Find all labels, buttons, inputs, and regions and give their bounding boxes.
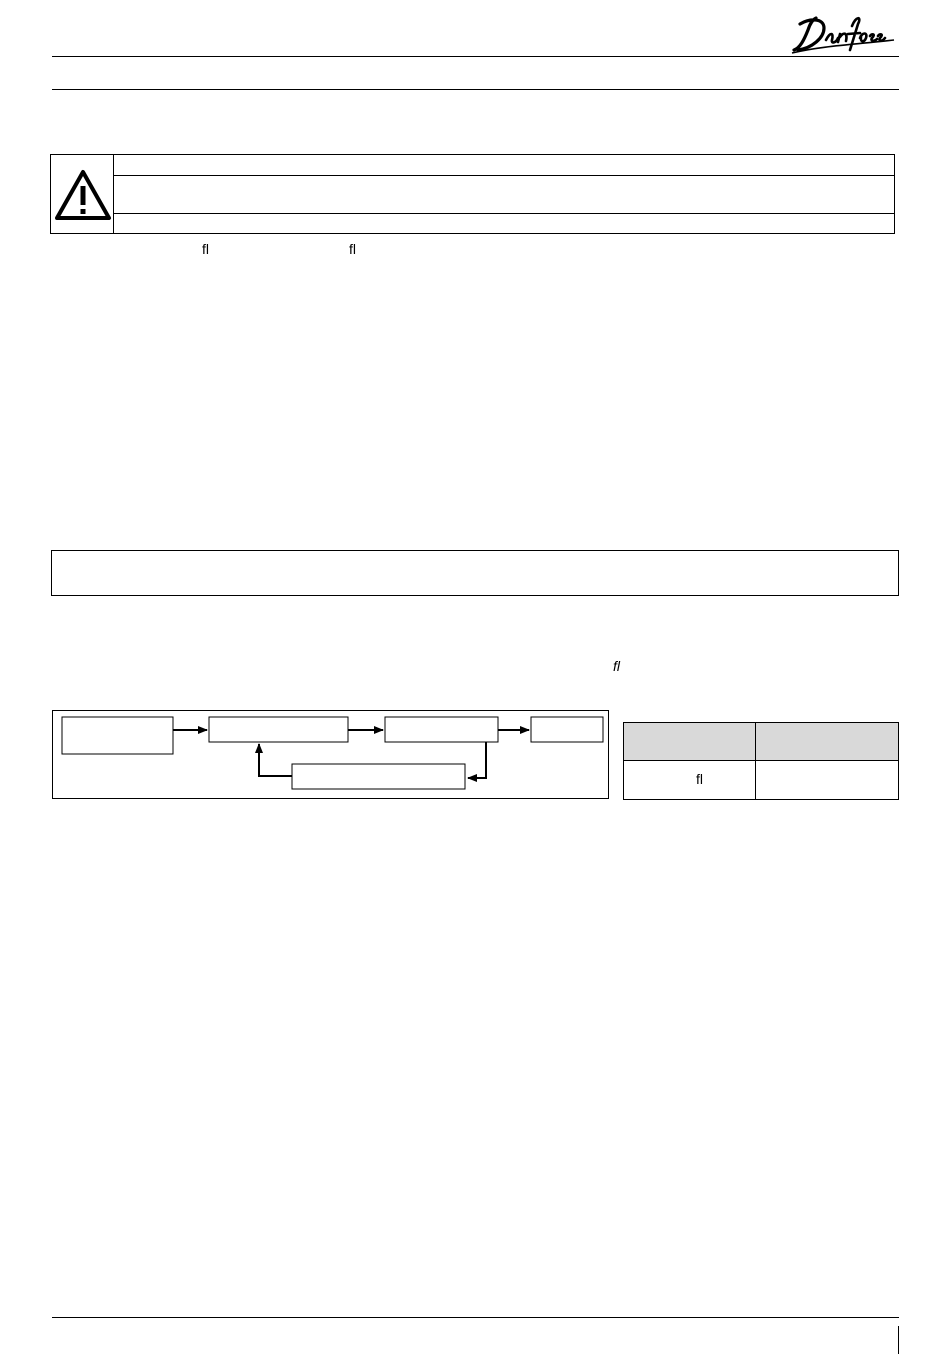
parameter-table [623, 722, 899, 800]
flow-block-5 [292, 764, 465, 789]
header-rule-bottom [52, 89, 899, 90]
header-rule-top [52, 56, 899, 57]
parameter-table-header [624, 723, 898, 761]
flow-diagram-canvas [52, 710, 609, 799]
flow-arrow-feedback-down [468, 742, 486, 778]
flow-block-3 [385, 717, 498, 742]
warning-box [50, 154, 895, 234]
parameter-table-cell: fl [696, 771, 703, 787]
warning-triangle-icon [54, 169, 112, 221]
flow-block-2 [209, 717, 348, 742]
ligature-glyph: fl [349, 241, 356, 257]
ligature-glyph: fl [613, 658, 620, 674]
warning-row-divider-1 [114, 175, 894, 176]
warning-row-divider-2 [114, 213, 894, 214]
danfoss-logo [790, 10, 900, 56]
flow-block-4 [531, 717, 603, 742]
flow-block-1 [62, 717, 173, 754]
footer-rule [52, 1317, 899, 1318]
note-box [51, 550, 899, 596]
footer-marker [898, 1326, 899, 1354]
warning-icon-cell [51, 155, 114, 233]
flow-diagram [52, 710, 609, 799]
ligature-glyph: fl [202, 241, 209, 257]
flow-arrow-feedback-up [259, 744, 292, 776]
